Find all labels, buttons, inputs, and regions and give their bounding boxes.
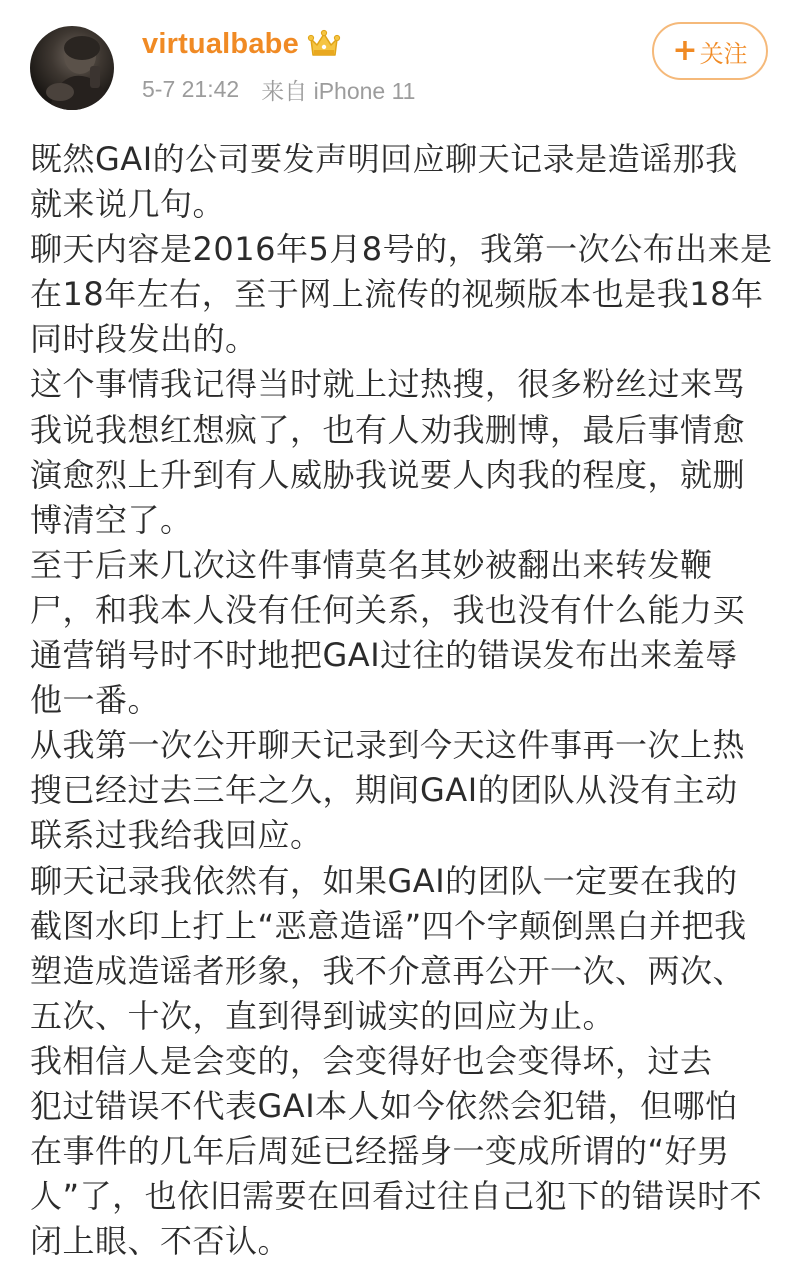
- username-row: [142, 24, 341, 64]
- post-meta: [142, 72, 415, 106]
- post-text-line: 演愈烈上升到有人威胁我说要人肉我的程度，就删: [30, 455, 746, 494]
- post-text-line: 从我第一次公开聊天记录到今天这件事再一次上热: [30, 726, 746, 765]
- post-body: [30, 137, 775, 1264]
- post-text-line: 截图水印上打上“恶意造谣”四个字颠倒黑白并把我: [30, 906, 747, 945]
- plus-icon: +: [672, 33, 698, 68]
- post-text-line: 塑造成造谣者形象，我不介意再公开一次、两次、: [30, 951, 746, 990]
- post-text-line: 闭上眼、不否认。: [30, 1222, 291, 1261]
- post-text-line: 联系过我给我回应。: [30, 816, 323, 855]
- post-text-line: 五次、十次，直到得到诚实的回应为止。: [30, 996, 616, 1035]
- post-text-line: 搜已经过去三年之久，期间GAI的团队从没有主动: [30, 771, 738, 810]
- post-text-line: 同时段发出的。: [30, 320, 258, 359]
- post-text-line: 他一番。: [30, 681, 161, 720]
- post-time: 5-7 21:42: [142, 75, 240, 102]
- post-text-line: 在事件的几年后周延已经摇身一变成所谓的“好男: [30, 1132, 730, 1171]
- post-text-line: 博清空了。: [30, 500, 193, 539]
- post-header: [0, 0, 796, 130]
- post-source: 来自 iPhone 11: [261, 77, 416, 104]
- post-text-line: 至于后来几次这件事情莫名其妙被翻出来转发鞭: [30, 545, 713, 584]
- post-text-line: 这个事情我记得当时就上过热搜，很多粉丝过来骂: [30, 365, 746, 404]
- post-text-line: 通营销号时不时地把GAI过往的错误发布出来羞辱: [30, 636, 738, 675]
- post-text-line: 既然GAI的公司要发声明回应聊天记录是造谣那我: [30, 140, 738, 178]
- follow-button[interactable]: [652, 22, 768, 80]
- post-text-line: 犯过错误不代表GAI本人如今依然会犯错，但哪怕: [30, 1086, 738, 1125]
- follow-label: 关注: [699, 39, 748, 68]
- username[interactable]: virtualbabe: [142, 27, 299, 60]
- post-text-line: 人”了，也依旧需要在回看过往自己犯下的错误时不: [30, 1177, 763, 1216]
- post-text-line: 聊天内容是2016年5月8号的，我第一次公布出来是: [30, 230, 773, 269]
- post-text-line: 就来说几句。: [30, 185, 226, 224]
- vip-crown-icon: [307, 29, 341, 59]
- post-text-line: 我说我想红想疯了，也有人劝我删博，最后事情愈: [30, 410, 746, 449]
- user-avatar[interactable]: [30, 26, 114, 110]
- post-text-line: 聊天记录我依然有，如果GAI的团队一定要在我的: [30, 861, 738, 900]
- post-text-line: 尸，和我本人没有任何关系，我也没有什么能力买: [30, 590, 746, 629]
- post-text-line: 在18年左右，至于网上流传的视频版本也是我18年: [30, 275, 764, 314]
- post-text-line: 我相信人是会变的，会变得好也会变得坏，过去: [30, 1041, 713, 1080]
- avatar-photo-icon: [30, 26, 114, 110]
